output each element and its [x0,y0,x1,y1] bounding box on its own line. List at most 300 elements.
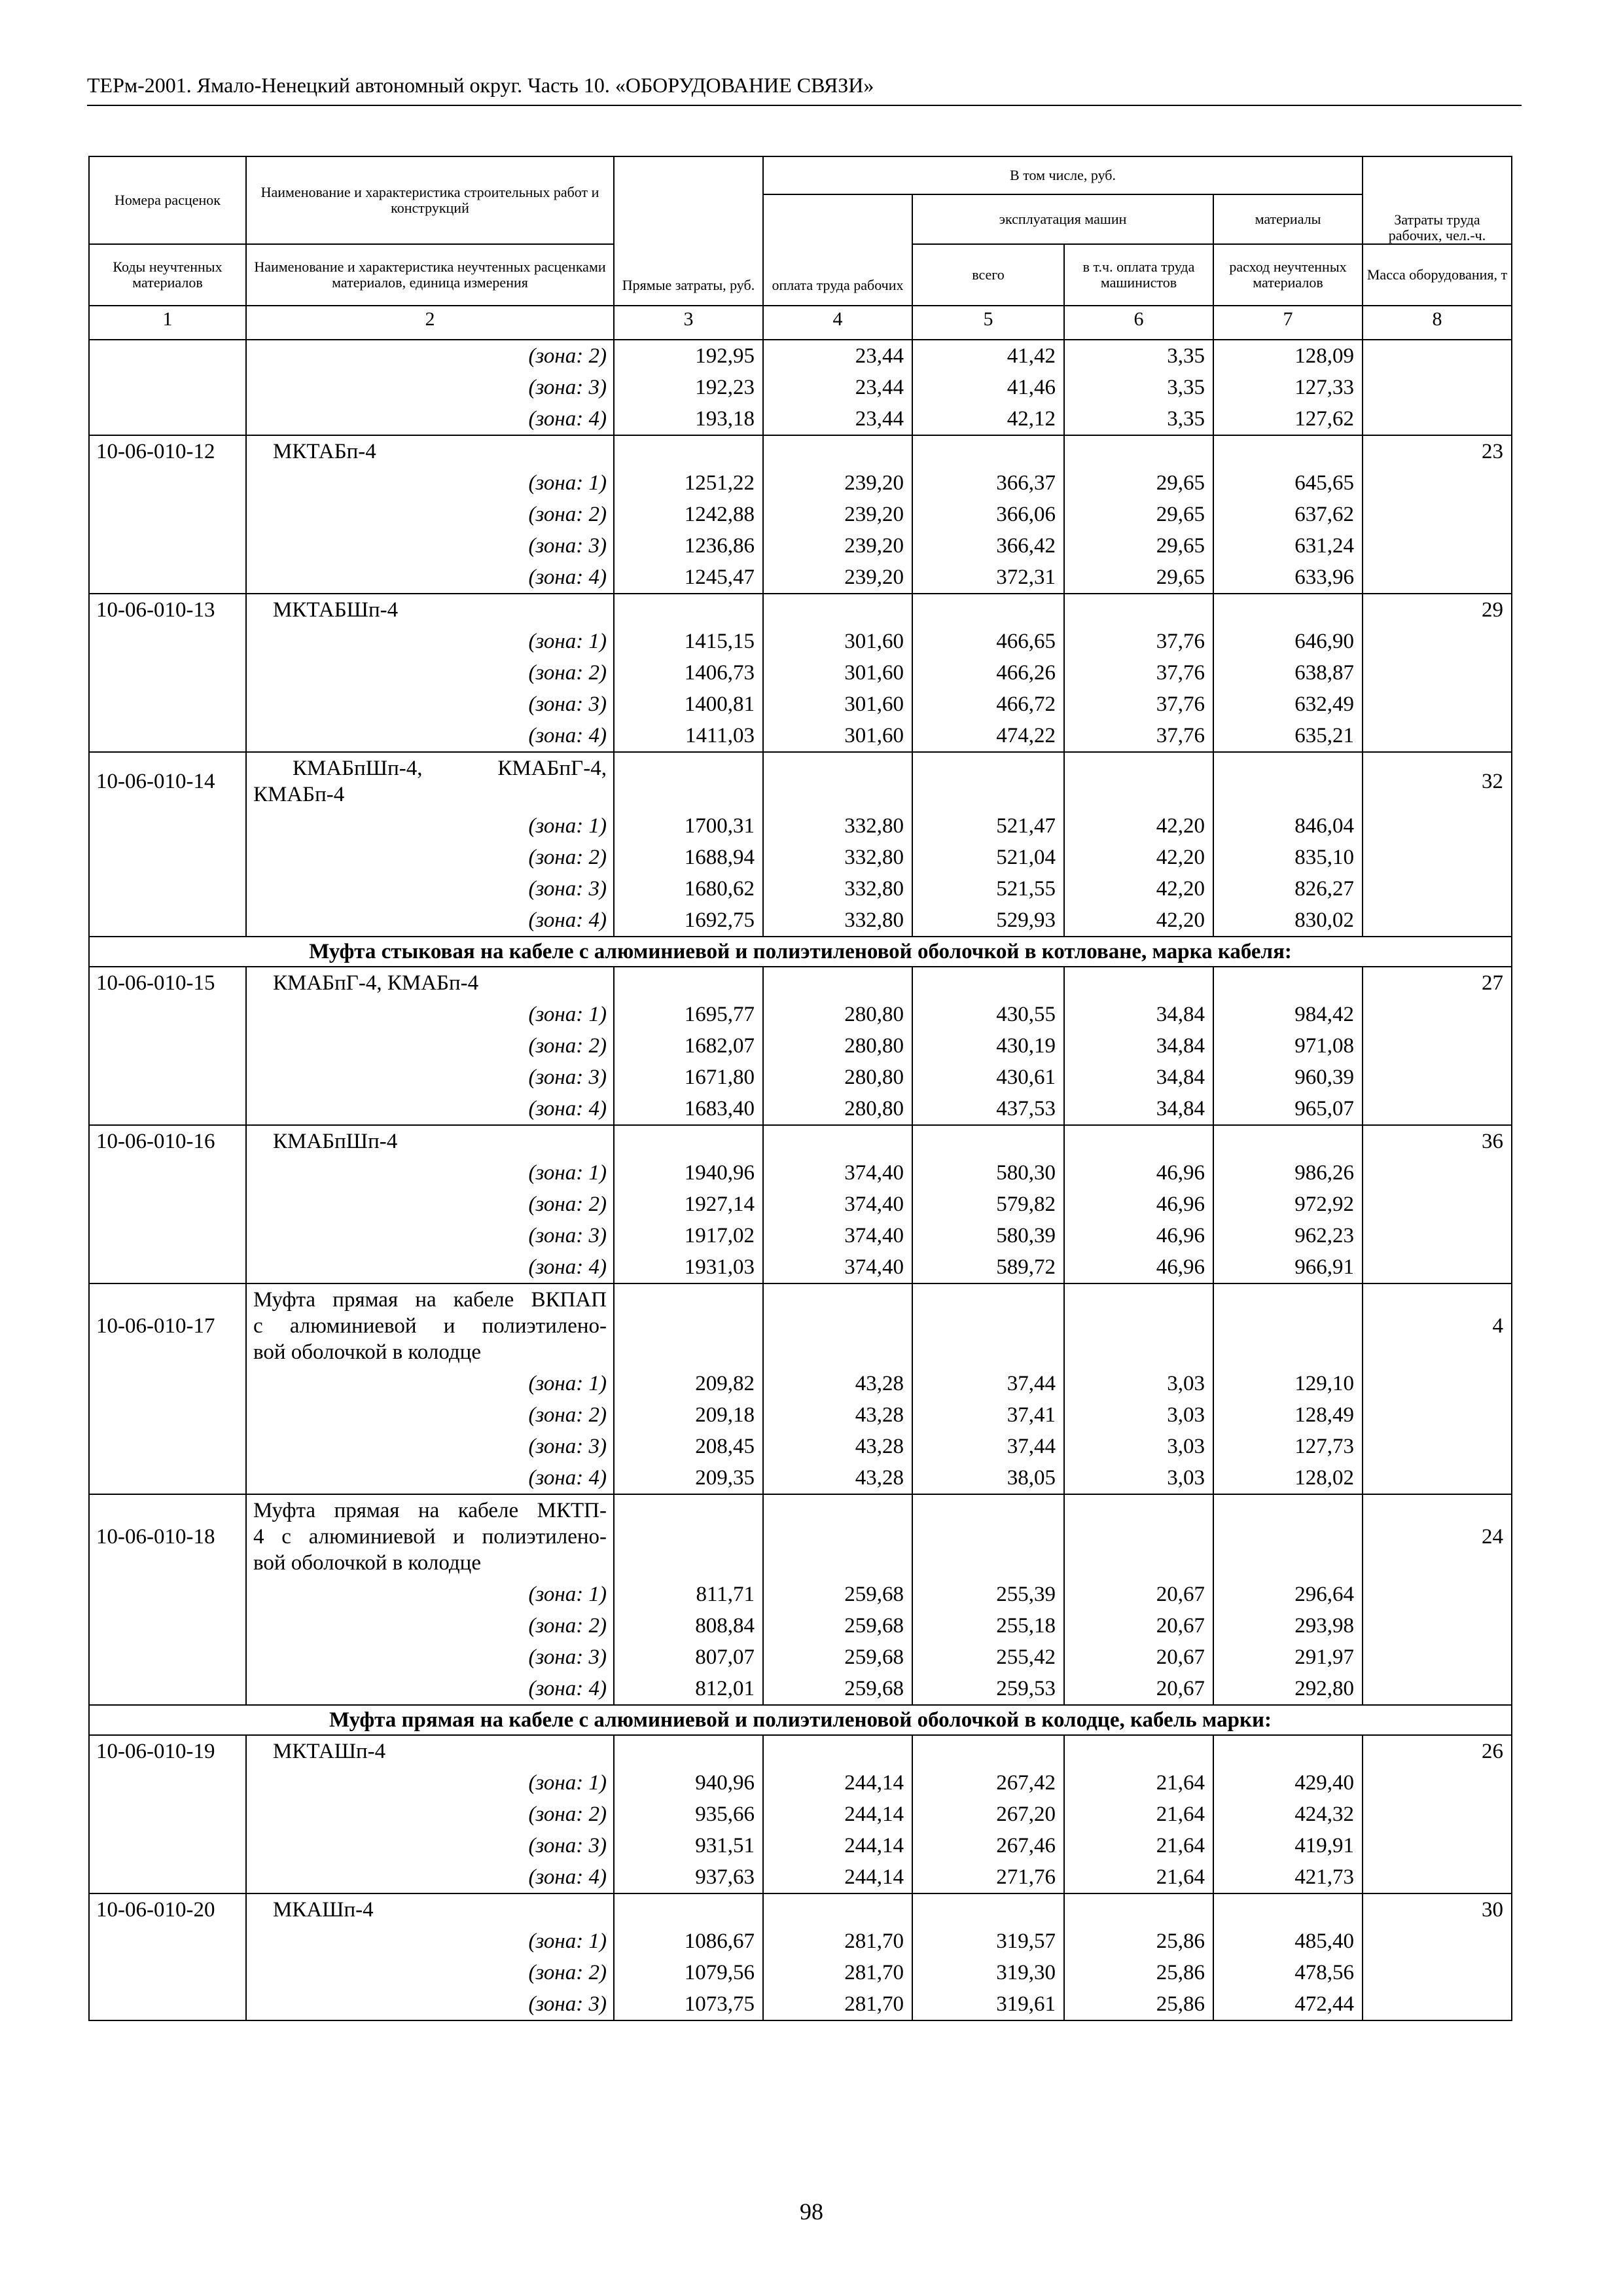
empty-cell [614,1735,763,1767]
machinists-pay: 20,67 [1064,1641,1213,1673]
machines-total: 466,72 [912,689,1064,720]
labor-pay: 281,70 [763,1957,912,1988]
empty-cell [912,967,1064,999]
machinists-pay: 3,35 [1064,340,1213,372]
price-table-wrap [88,156,1512,2021]
empty-cell [1363,1957,1512,1988]
section-row [89,1705,1512,1735]
labor-hours: 24 [1363,1494,1512,1579]
empty-cell [89,905,246,937]
empty-cell [912,594,1064,626]
direct-costs: 1245,47 [614,562,763,594]
rate-head-row [89,967,1512,999]
materials: 419,91 [1213,1830,1363,1861]
rate-name-line: Муфта прямая на кабеле ВКПАП [253,1288,607,1312]
machines-total: 430,19 [912,1030,1064,1062]
materials: 296,64 [1213,1579,1363,1610]
zone-label: (зона: 3) [246,1988,614,2020]
zone-row [89,1957,1512,1988]
labor-hours: 4 [1363,1283,1512,1368]
zone-label: (зона: 3) [246,1641,614,1673]
empty-cell [89,499,246,530]
zone-label: (зона: 1) [246,1368,614,1399]
materials: 127,62 [1213,403,1363,435]
zone-label: (зона: 2) [246,1610,614,1641]
rate-code: 10-06-010-16 [89,1125,246,1157]
machinists-pay: 3,35 [1064,372,1213,403]
empty-cell [89,810,246,842]
head-including: В том числе, руб. [763,156,1363,194]
zone-row [89,1579,1512,1610]
zone-row [89,1830,1512,1861]
empty-cell [614,1125,763,1157]
materials: 128,09 [1213,340,1363,372]
rate-code: 10-06-010-12 [89,435,246,467]
labor-pay: 374,40 [763,1157,912,1189]
direct-costs: 193,18 [614,403,763,435]
empty-cell [89,720,246,752]
labor-pay: 23,44 [763,403,912,435]
materials: 962,23 [1213,1220,1363,1251]
materials: 429,40 [1213,1767,1363,1799]
column-number: 1 [89,306,246,340]
labor-pay: 43,28 [763,1462,912,1494]
empty-cell [1363,1988,1512,2020]
zone-label: (зона: 1) [246,626,614,657]
labor-pay: 259,68 [763,1673,912,1705]
direct-costs: 209,18 [614,1399,763,1431]
empty-cell [89,657,246,689]
empty-cell [1363,1799,1512,1830]
column-number: 4 [763,306,912,340]
direct-costs: 1682,07 [614,1030,763,1062]
column-number: 7 [1213,306,1363,340]
empty-cell [912,435,1064,467]
empty-cell [1363,1830,1512,1861]
empty-cell [89,1157,246,1189]
materials: 965,07 [1213,1093,1363,1125]
materials: 638,87 [1213,657,1363,689]
zone-label: (зона: 1) [246,1767,614,1799]
empty-cell [1064,1125,1213,1157]
materials: 129,10 [1213,1368,1363,1399]
direct-costs: 940,96 [614,1767,763,1799]
zone-label: (зона: 4) [246,1251,614,1283]
rate-head-row [89,1893,1512,1926]
direct-costs: 208,45 [614,1431,763,1462]
labor-pay: 280,80 [763,1062,912,1093]
empty-cell [1064,1494,1213,1579]
empty-cell [1064,752,1213,810]
machinists-pay: 3,35 [1064,403,1213,435]
zone-label: (зона: 1) [246,810,614,842]
direct-costs: 209,35 [614,1462,763,1494]
zone-row [89,626,1512,657]
machinists-pay: 29,65 [1064,499,1213,530]
empty-cell [1363,1220,1512,1251]
zone-label: (зона: 3) [246,1830,614,1861]
column-number: 3 [614,306,763,340]
empty-cell [912,1735,1064,1767]
rate-name-line: КМАБпШп-4, КМАБпГ-4, [293,757,607,780]
zone-row [89,1610,1512,1641]
empty-cell [1363,1641,1512,1673]
empty-cell [89,1579,246,1610]
machines-total: 474,22 [912,720,1064,752]
machinists-pay: 21,64 [1064,1799,1213,1830]
empty-cell [614,967,763,999]
rate-name [246,594,614,626]
labor-pay: 43,28 [763,1431,912,1462]
empty-cell [763,967,912,999]
empty-cell [89,842,246,873]
empty-cell [1363,1062,1512,1093]
zone-label: (зона: 3) [246,372,614,403]
labor-pay: 332,80 [763,842,912,873]
machines-total: 267,20 [912,1799,1064,1830]
empty-cell [89,1093,246,1125]
labor-pay: 43,28 [763,1368,912,1399]
empty-cell [89,1368,246,1399]
machines-total: 37,44 [912,1431,1064,1462]
empty-cell [912,1893,1064,1926]
machines-total: 37,44 [912,1368,1064,1399]
empty-cell [614,1494,763,1579]
materials: 986,26 [1213,1157,1363,1189]
empty-cell [763,1125,912,1157]
empty-cell [1363,1673,1512,1705]
zone-row [89,1673,1512,1705]
empty-cell [1213,1893,1363,1926]
empty-cell [1213,1735,1363,1767]
empty-cell [89,340,246,372]
materials: 972,92 [1213,1189,1363,1220]
zone-row [89,1861,1512,1893]
empty-cell [89,1799,246,1830]
empty-cell [89,689,246,720]
zone-row [89,1399,1512,1431]
zone-row [89,842,1512,873]
machinists-pay: 29,65 [1064,467,1213,499]
labor-hours: 23 [1363,435,1512,467]
rate-name [246,967,614,999]
empty-cell [912,1494,1064,1579]
empty-cell [1363,372,1512,403]
price-table [88,156,1512,2021]
machinists-pay: 46,96 [1064,1157,1213,1189]
rate-head-row [89,752,1512,810]
machinists-pay: 37,76 [1064,626,1213,657]
empty-cell [1363,1767,1512,1799]
labor-pay: 332,80 [763,905,912,937]
empty-cell [1363,1189,1512,1220]
direct-costs: 192,23 [614,372,763,403]
materials: 966,91 [1213,1251,1363,1283]
machinists-pay: 29,65 [1064,530,1213,562]
machines-total: 255,42 [912,1641,1064,1673]
zone-label: (зона: 2) [246,657,614,689]
empty-cell [912,752,1064,810]
rate-name-line: МКАШп-4 [273,1898,374,1922]
machines-total: 529,93 [912,905,1064,937]
empty-cell [912,1125,1064,1157]
empty-cell [1213,594,1363,626]
rate-name-line: МКТАБШп-4 [273,598,399,622]
empty-cell [1363,1368,1512,1399]
zone-label: (зона: 3) [246,689,614,720]
head-labor-hours: Затраты труда рабочих, чел.-ч. [1363,156,1512,244]
head-material-names: Наименование и характеристика неучтенных расценками материалов, единица измерения [246,244,614,306]
machinists-pay: 37,76 [1064,657,1213,689]
zone-label: (зона: 1) [246,1579,614,1610]
machinists-pay: 3,03 [1064,1399,1213,1431]
materials: 971,08 [1213,1030,1363,1062]
direct-costs: 931,51 [614,1830,763,1861]
zone-row [89,1368,1512,1399]
zone-label: (зона: 2) [246,1399,614,1431]
zone-row [89,1431,1512,1462]
empty-cell [1363,1157,1512,1189]
rate-code: 10-06-010-13 [89,594,246,626]
empty-cell [1064,1283,1213,1368]
zone-label: (зона: 2) [246,1799,614,1830]
rate-head-row [89,594,1512,626]
empty-cell [1213,435,1363,467]
zone-row [89,1157,1512,1189]
labor-pay: 332,80 [763,873,912,905]
materials: 128,49 [1213,1399,1363,1431]
direct-costs: 935,66 [614,1799,763,1830]
zone-row [89,499,1512,530]
empty-cell [1363,1926,1512,1957]
direct-costs: 937,63 [614,1861,763,1893]
zone-label: (зона: 2) [246,842,614,873]
header-rule [87,105,1522,106]
head-machines-total: всего [912,244,1064,306]
rate-head-row [89,435,1512,467]
empty-cell [89,1641,246,1673]
column-number: 8 [1363,306,1512,340]
direct-costs: 209,82 [614,1368,763,1399]
machinists-pay: 25,86 [1064,1926,1213,1957]
zone-label: (зона: 1) [246,999,614,1030]
materials: 127,73 [1213,1431,1363,1462]
zone-label: (зона: 4) [246,1093,614,1125]
empty-cell [1363,530,1512,562]
zone-row [89,1641,1512,1673]
head-work-name: Наименование и характеристика строительных работ и конструкций [246,156,614,244]
labor-hours: 32 [1363,752,1512,810]
machinists-pay: 25,86 [1064,1988,1213,2020]
machines-total: 271,76 [912,1861,1064,1893]
machines-total: 366,06 [912,499,1064,530]
zone-row [89,372,1512,403]
labor-pay: 244,14 [763,1799,912,1830]
labor-pay: 301,60 [763,689,912,720]
labor-pay: 43,28 [763,1399,912,1431]
machinists-pay: 46,96 [1064,1220,1213,1251]
rate-name-line: вой оболочкой в колодце [253,1551,481,1575]
head-machinists-pay: в т.ч. оплата труда машинистов [1064,244,1213,306]
empty-cell [89,1673,246,1705]
empty-cell [1363,720,1512,752]
machines-total: 319,57 [912,1926,1064,1957]
machinists-pay: 42,20 [1064,810,1213,842]
direct-costs: 1680,62 [614,873,763,905]
zone-label: (зона: 3) [246,873,614,905]
zone-row [89,1799,1512,1830]
machinists-pay: 34,84 [1064,1093,1213,1125]
rate-code: 10-06-010-14 [89,752,246,810]
labor-pay: 259,68 [763,1579,912,1610]
direct-costs: 1692,75 [614,905,763,937]
rate-name-line: Муфта прямая на кабеле МКТП- [253,1499,607,1522]
empty-cell [1363,340,1512,372]
zone-row [89,1462,1512,1494]
labor-pay: 280,80 [763,999,912,1030]
zone-label: (зона: 4) [246,905,614,937]
rate-name-line: КМАБпШп-4 [273,1130,398,1153]
empty-cell [1363,1861,1512,1893]
direct-costs: 1917,02 [614,1220,763,1251]
zone-row [89,1030,1512,1062]
zone-label: (зона: 4) [246,403,614,435]
empty-cell [1363,905,1512,937]
empty-cell [89,1861,246,1893]
section-title: Муфта стыковая на кабеле с алюминиевой и полиэтиленовой оболочкой в котловане, марка кабеля: [89,937,1512,967]
head-equipment-mass: Масса оборудования, т [1363,244,1512,306]
empty-cell [1064,435,1213,467]
machines-total: 521,04 [912,842,1064,873]
machinists-pay: 3,03 [1064,1431,1213,1462]
materials: 631,24 [1213,530,1363,562]
zone-row [89,467,1512,499]
materials: 421,73 [1213,1861,1363,1893]
direct-costs: 1931,03 [614,1251,763,1283]
materials: 128,02 [1213,1462,1363,1494]
empty-cell [89,403,246,435]
machines-total: 366,37 [912,467,1064,499]
direct-costs: 1073,75 [614,1988,763,2020]
machines-total: 580,30 [912,1157,1064,1189]
empty-cell [1363,689,1512,720]
empty-cell [763,435,912,467]
direct-costs: 1400,81 [614,689,763,720]
rate-head-row [89,1494,1512,1579]
labor-pay: 332,80 [763,810,912,842]
materials: 960,39 [1213,1062,1363,1093]
direct-costs: 1086,67 [614,1926,763,1957]
direct-costs: 1242,88 [614,499,763,530]
zone-row [89,1062,1512,1093]
empty-cell [1363,626,1512,657]
rate-name [246,1283,614,1368]
labor-hours: 30 [1363,1893,1512,1926]
direct-costs: 1927,14 [614,1189,763,1220]
zone-label: (зона: 1) [246,467,614,499]
machines-total: 579,82 [912,1189,1064,1220]
materials: 984,42 [1213,999,1363,1030]
empty-cell [1064,967,1213,999]
empty-cell [89,1462,246,1494]
empty-cell [1213,1494,1363,1579]
direct-costs: 1251,22 [614,467,763,499]
empty-cell [89,1988,246,2020]
zone-label: (зона: 1) [246,1926,614,1957]
materials: 635,21 [1213,720,1363,752]
rate-name [246,1893,614,1926]
machinists-pay: 3,03 [1064,1368,1213,1399]
empty-cell [1363,1093,1512,1125]
labor-pay: 23,44 [763,372,912,403]
column-number: 2 [246,306,614,340]
rate-code: 10-06-010-20 [89,1893,246,1926]
rate-code: 10-06-010-15 [89,967,246,999]
direct-costs: 1683,40 [614,1093,763,1125]
machinists-pay: 21,64 [1064,1861,1213,1893]
direct-costs: 1688,94 [614,842,763,873]
zone-label: (зона: 2) [246,1030,614,1062]
zone-row [89,1767,1512,1799]
labor-pay: 374,40 [763,1220,912,1251]
machines-total: 37,41 [912,1399,1064,1431]
zone-row [89,562,1512,594]
empty-cell [1363,1462,1512,1494]
direct-costs: 812,01 [614,1673,763,1705]
labor-pay: 239,20 [763,530,912,562]
materials: 291,97 [1213,1641,1363,1673]
zone-label: (зона: 2) [246,499,614,530]
empty-cell [1363,999,1512,1030]
machinists-pay: 37,76 [1064,689,1213,720]
table-body [89,340,1512,2020]
zone-row [89,1988,1512,2020]
empty-cell [89,1957,246,1988]
direct-costs: 1411,03 [614,720,763,752]
materials: 846,04 [1213,810,1363,842]
empty-cell [1213,967,1363,999]
labor-pay: 239,20 [763,562,912,594]
table-head [89,156,1512,340]
materials: 632,49 [1213,689,1363,720]
materials: 633,96 [1213,562,1363,594]
machines-total: 580,39 [912,1220,1064,1251]
materials: 830,02 [1213,905,1363,937]
materials: 637,62 [1213,499,1363,530]
empty-cell [89,1926,246,1957]
empty-cell [89,999,246,1030]
labor-pay: 244,14 [763,1830,912,1861]
rate-name [246,435,614,467]
empty-cell [1213,1125,1363,1157]
rate-name [246,1735,614,1767]
zone-label: (зона: 4) [246,720,614,752]
materials: 127,33 [1213,372,1363,403]
empty-cell [1363,657,1512,689]
direct-costs: 1415,15 [614,626,763,657]
machines-total: 521,55 [912,873,1064,905]
machinists-pay: 29,65 [1064,562,1213,594]
machines-total: 430,61 [912,1062,1064,1093]
empty-cell [763,594,912,626]
rate-code: 10-06-010-18 [89,1494,246,1579]
labor-pay: 23,44 [763,340,912,372]
materials: 472,44 [1213,1988,1363,2020]
machines-total: 38,05 [912,1462,1064,1494]
zone-row [89,810,1512,842]
empty-cell [912,1283,1064,1368]
page-header: ТЕРм-2001. Ямало-Ненецкий автономный округ. Часть 10. «ОБОРУДОВАНИЕ СВЯЗИ» [87,73,874,97]
